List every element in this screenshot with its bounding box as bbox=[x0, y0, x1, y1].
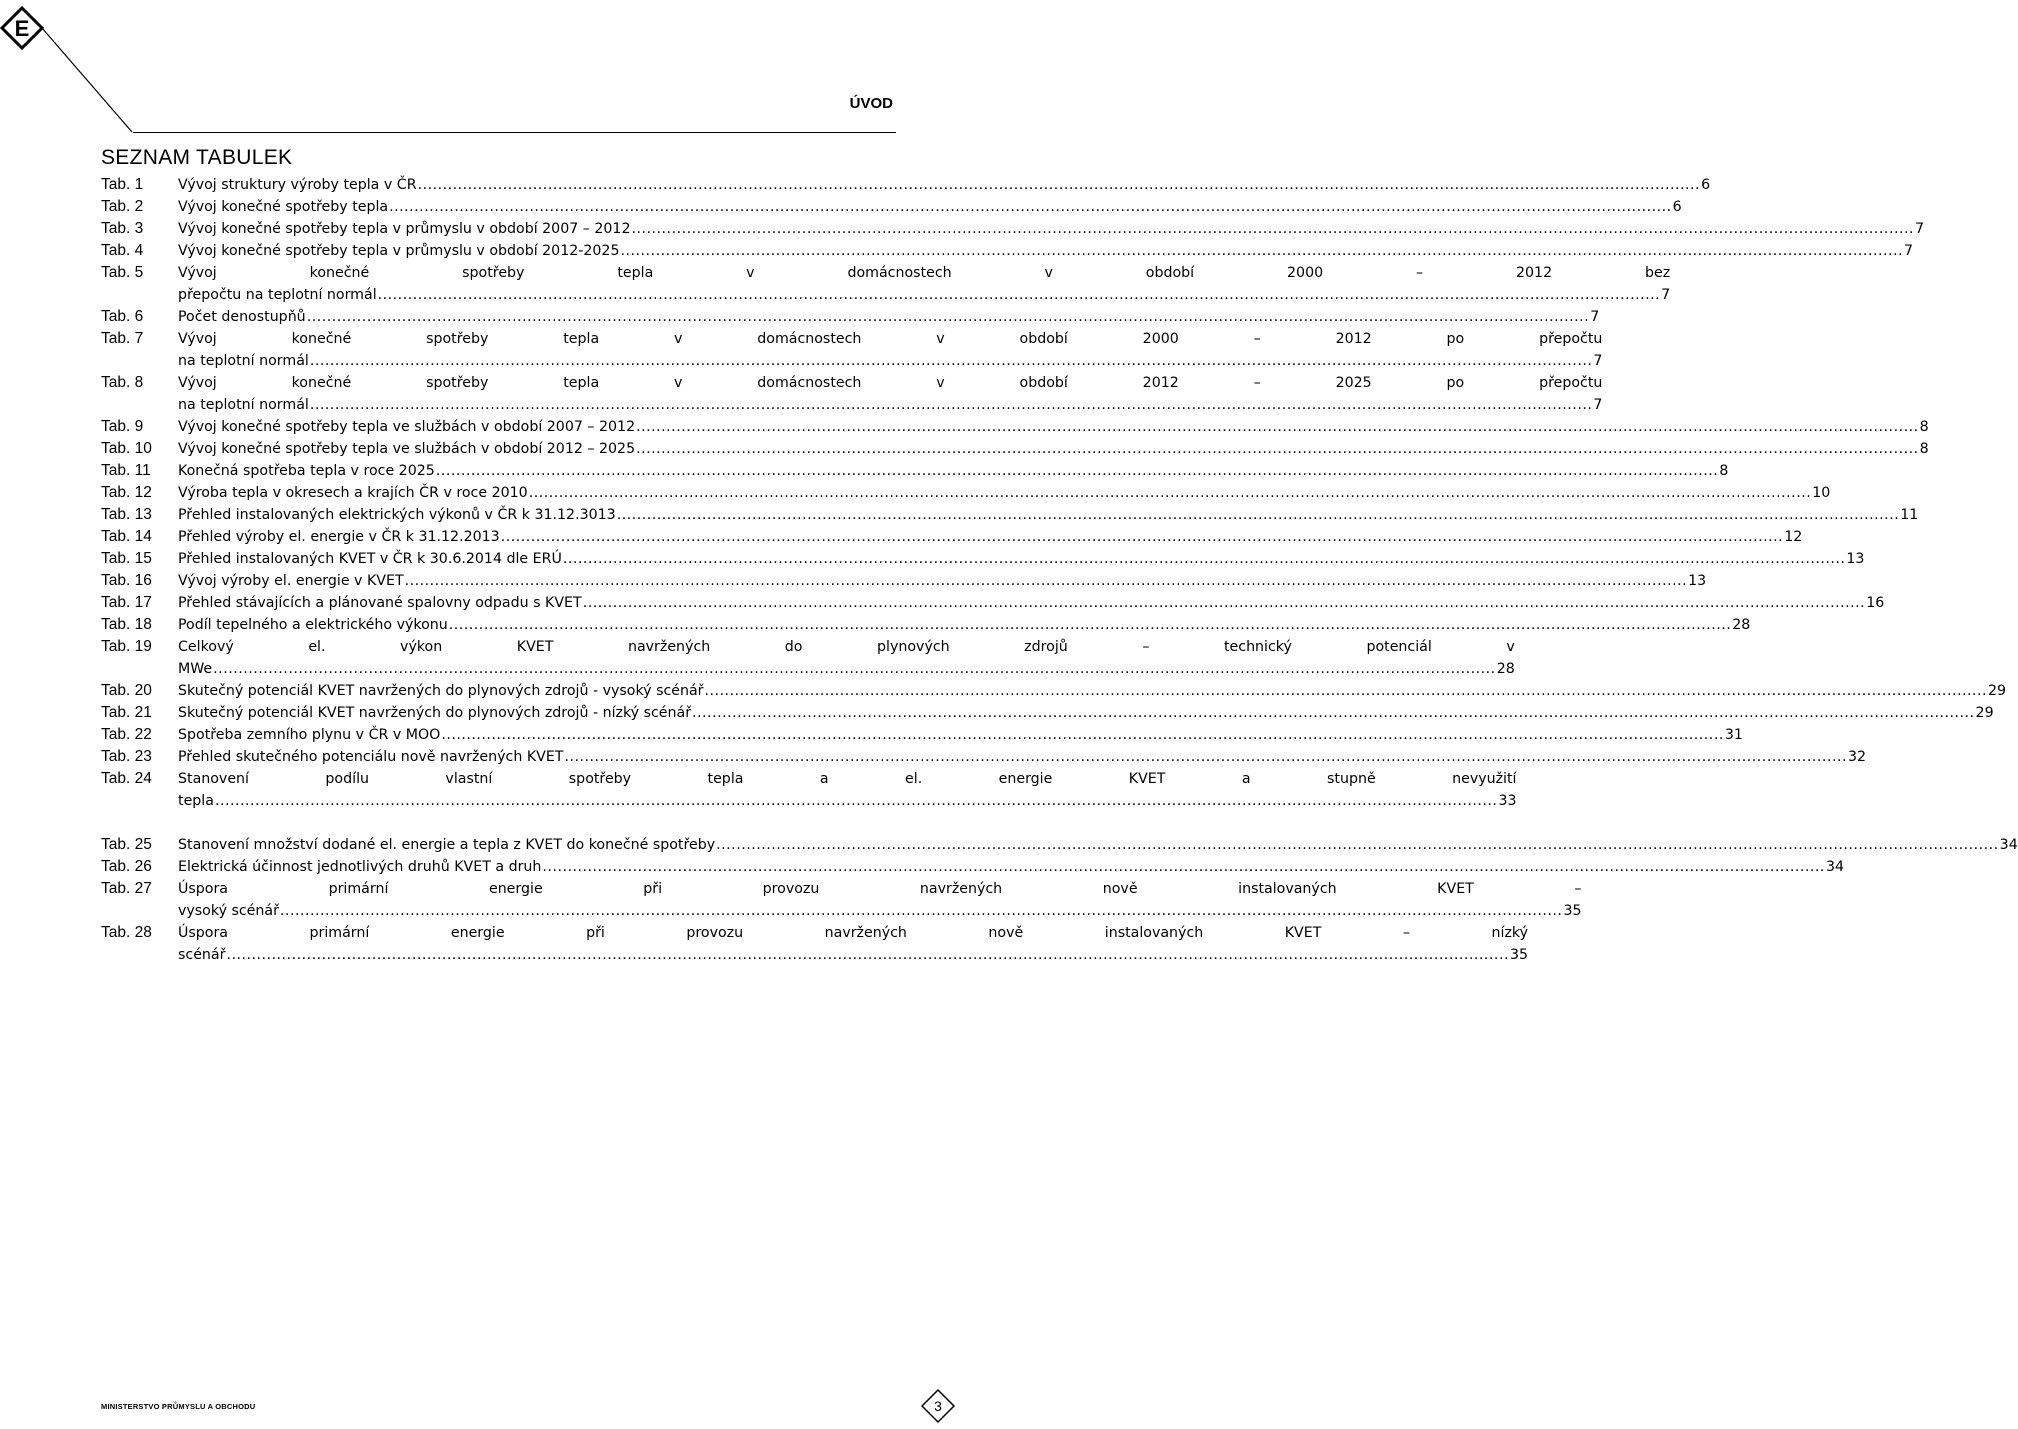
dot-leader bbox=[631, 218, 1914, 240]
toc-entry-title: Stanovení podílu vlastní spotřeby tepla a el. energie KVET a stupně nevyužití bbox=[178, 771, 1517, 787]
table-of-tables bbox=[101, 174, 2018, 966]
toc-entry-number: Tab. 24 bbox=[101, 770, 152, 787]
toc-entry-page: 7 bbox=[1593, 353, 1603, 369]
toc-entry-page: 31 bbox=[1724, 727, 1743, 743]
page-title: SEZNAM TABULEK bbox=[101, 146, 293, 169]
toc-entry-number: Tab. 12 bbox=[101, 484, 152, 501]
toc-entry[interactable] bbox=[101, 482, 1831, 504]
dot-leader bbox=[307, 306, 1590, 328]
toc-entry[interactable] bbox=[101, 636, 1515, 680]
toc-entry-number: Tab. 2 bbox=[101, 198, 144, 215]
toc-entry[interactable] bbox=[101, 922, 1529, 966]
toc-entry[interactable] bbox=[101, 746, 1867, 768]
toc-entry-page: 32 bbox=[1847, 749, 1867, 765]
toc-entry[interactable] bbox=[101, 262, 1671, 306]
toc-entry-title-continuation: scénář bbox=[178, 947, 226, 963]
toc-entry-number: Tab. 28 bbox=[101, 924, 152, 941]
dot-leader bbox=[563, 548, 1846, 570]
header-rule bbox=[133, 132, 896, 133]
toc-entry-number: Tab. 17 bbox=[101, 594, 152, 611]
toc-entry-page: 11 bbox=[1900, 507, 1919, 523]
toc-entry[interactable] bbox=[101, 878, 1582, 922]
page-number: 3 bbox=[934, 1398, 942, 1414]
toc-entry-title: Celkový el. výkon KVET navržených do plynových zdrojů – technický potenciál v bbox=[178, 639, 1515, 655]
toc-entry-title-continuation: přepočtu na teplotní normál bbox=[178, 287, 377, 303]
toc-entry-page: 6 bbox=[1701, 177, 1711, 193]
toc-entry-number: Tab. 16 bbox=[101, 572, 152, 589]
toc-entry[interactable] bbox=[101, 526, 1803, 548]
toc-entry-page: 28 bbox=[1732, 617, 1751, 633]
dot-leader bbox=[621, 240, 1904, 262]
toc-entry[interactable] bbox=[101, 306, 1600, 328]
toc-entry-page: 33 bbox=[1498, 793, 1517, 809]
toc-entry-number: Tab. 15 bbox=[101, 550, 152, 567]
toc-entry-number: Tab. 9 bbox=[101, 418, 144, 435]
toc-entry-page: 7 bbox=[1590, 309, 1600, 325]
toc-entry-title: Přehled instalovaných elektrických výkonů v ČR k 31.12.3013 bbox=[178, 507, 616, 523]
toc-entry-title: Počet denostupňů bbox=[178, 309, 306, 325]
toc-entry[interactable] bbox=[101, 328, 1603, 372]
toc-entry-title: Skutečný potenciál KVET navržených do plynových zdrojů - nízký scénář bbox=[178, 705, 692, 721]
toc-entry[interactable] bbox=[101, 438, 1929, 460]
toc-entry-number: Tab. 20 bbox=[101, 682, 152, 699]
dot-leader bbox=[529, 482, 1812, 504]
toc-entry-title: Stanovení množství dodané el. energie a tepla z KVET do konečné spotřeby bbox=[178, 837, 716, 853]
toc-entry[interactable] bbox=[101, 218, 1925, 240]
dot-leader bbox=[449, 614, 1732, 636]
toc-entry-number: Tab. 7 bbox=[101, 330, 144, 347]
toc-entry-page: 34 bbox=[1999, 837, 2018, 853]
toc-entry-title: Přehled stávajících a plánované spalovny odpadu s KVET bbox=[178, 595, 582, 611]
toc-entry-page: 35 bbox=[1509, 947, 1529, 963]
toc-entry-page: 35 bbox=[1563, 903, 1582, 919]
page-number-badge bbox=[920, 1388, 956, 1424]
toc-entry-page: 29 bbox=[1988, 683, 2007, 699]
toc-entry-number: Tab. 21 bbox=[101, 704, 152, 721]
toc-entry-number: Tab. 5 bbox=[101, 264, 144, 281]
dot-leader bbox=[213, 658, 1496, 680]
toc-entry-page: 12 bbox=[1784, 529, 1803, 545]
toc-entry-number: Tab. 19 bbox=[101, 638, 152, 655]
toc-entry-page: 8 bbox=[1919, 419, 1929, 435]
dot-leader bbox=[310, 394, 1593, 416]
toc-entry[interactable] bbox=[101, 372, 1603, 416]
toc-entry-number: Tab. 26 bbox=[101, 858, 152, 875]
toc-entry[interactable] bbox=[101, 680, 2007, 702]
toc-entry-number: Tab. 11 bbox=[101, 462, 151, 479]
toc-entry[interactable] bbox=[101, 570, 1707, 592]
toc-entry-title: Vývoj konečné spotřeby tepla v domácnostech v období 2000 – 2012 bez bbox=[178, 265, 1671, 281]
toc-entry-number: Tab. 4 bbox=[101, 242, 144, 259]
toc-entry-number: Tab. 23 bbox=[101, 748, 152, 765]
dot-leader bbox=[636, 416, 1919, 438]
toc-entry-page: 16 bbox=[1866, 595, 1885, 611]
toc-entry-number: Tab. 6 bbox=[101, 308, 144, 325]
toc-entry-page: 29 bbox=[1975, 705, 1994, 721]
dot-leader bbox=[215, 790, 1498, 812]
dot-leader bbox=[716, 834, 1999, 856]
toc-entry-title-continuation: tepla bbox=[178, 793, 214, 809]
toc-entry-title-continuation: vysoký scénář bbox=[178, 903, 279, 919]
footer-ministry: MINISTERSTVO PRŮMYSLU A OBCHODU bbox=[101, 1402, 256, 1411]
toc-entry-title: Vývoj konečné spotřeby tepla v průmyslu v období 2007 – 2012 bbox=[178, 221, 631, 237]
logo-diagonal bbox=[42, 28, 132, 132]
dot-leader bbox=[705, 680, 1988, 702]
toc-entry[interactable] bbox=[101, 416, 1929, 438]
toc-entry-page: 10 bbox=[1812, 485, 1831, 501]
toc-entry[interactable] bbox=[101, 460, 1729, 482]
toc-entry[interactable] bbox=[101, 592, 1885, 614]
toc-entry[interactable] bbox=[101, 614, 1751, 636]
dot-leader bbox=[542, 856, 1825, 878]
dot-leader bbox=[636, 438, 1919, 460]
toc-entry-title: Vývoj konečné spotřeby tepla ve službách v období 2007 – 2012 bbox=[178, 419, 636, 435]
toc-entry[interactable] bbox=[101, 196, 1682, 218]
dot-leader bbox=[692, 702, 1975, 724]
toc-entry-title-continuation: na teplotní normál bbox=[178, 353, 309, 369]
toc-entry-title: Elektrická účinnost jednotlivých druhů KVET a druh bbox=[178, 859, 542, 875]
toc-entry-title: Spotřeba zemního plynu v ČR v MOO bbox=[178, 727, 441, 743]
dot-leader bbox=[405, 570, 1688, 592]
toc-entry-title: Vývoj konečné spotřeby tepla v průmyslu v období 2012-2025 bbox=[178, 243, 620, 259]
dot-leader bbox=[389, 196, 1672, 218]
toc-entry-title: Podíl tepelného a elektrického výkonu bbox=[178, 617, 448, 633]
toc-entry-page: 7 bbox=[1915, 221, 1925, 237]
toc-entry-title: Skutečný potenciál KVET navržených do plynových zdrojů - vysoký scénář bbox=[178, 683, 704, 699]
toc-entry-page: 34 bbox=[1825, 859, 1844, 875]
dot-leader bbox=[418, 174, 1701, 196]
toc-entry-title: Přehled instalovaných KVET v ČR k 30.6.2014 dle ERÚ bbox=[178, 551, 562, 567]
toc-entry-title: Úspora primární energie při provozu navržených nově instalovaných KVET – nízký bbox=[178, 925, 1529, 941]
toc-entry[interactable] bbox=[101, 240, 1914, 262]
toc-entry-page: 28 bbox=[1496, 661, 1515, 677]
dot-leader bbox=[583, 592, 1866, 614]
toc-entry-title: Konečná spotřeba tepla v roce 2025 bbox=[178, 463, 435, 479]
toc-entry[interactable] bbox=[101, 548, 1865, 570]
toc-entry-title: Přehled skutečného potenciálu nově navržených KVET bbox=[178, 749, 564, 765]
toc-entry-title-continuation: MWe bbox=[178, 661, 213, 677]
toc-entry-title: Vývoj výroby el. energie v KVET bbox=[178, 573, 404, 589]
toc-entry[interactable] bbox=[101, 724, 1743, 746]
dot-leader bbox=[617, 504, 1900, 526]
dot-leader bbox=[310, 350, 1593, 372]
toc-entry-title: Vývoj konečné spotřeby tepla bbox=[178, 199, 389, 215]
dot-leader bbox=[226, 944, 1509, 966]
toc-entry[interactable] bbox=[101, 504, 1919, 526]
dot-leader bbox=[378, 284, 1661, 306]
toc-entry[interactable] bbox=[101, 834, 2018, 856]
toc-entry-title: Vývoj konečné spotřeby tepla ve službách v období 2012 – 2025 bbox=[178, 441, 636, 457]
toc-entry-number: Tab. 27 bbox=[101, 880, 152, 897]
dot-leader bbox=[280, 900, 1563, 922]
toc-entry-number: Tab. 13 bbox=[101, 506, 152, 523]
toc-entry-number: Tab. 1 bbox=[101, 176, 144, 193]
toc-entry-page: 8 bbox=[1719, 463, 1729, 479]
toc-entry-title: Vývoj konečné spotřeby tepla v domácnostech v období 2000 – 2012 po přepočtu bbox=[178, 331, 1603, 347]
dot-leader bbox=[564, 746, 1847, 768]
toc-entry-page: 6 bbox=[1672, 199, 1682, 215]
toc-entry-title: Vývoj konečné spotřeby tepla v domácnostech v období 2012 – 2025 po přepočtu bbox=[178, 375, 1603, 391]
toc-entry-number: Tab. 22 bbox=[101, 726, 152, 743]
toc-entry[interactable] bbox=[101, 174, 1711, 196]
toc-entry-page: 13 bbox=[1846, 551, 1865, 567]
toc-entry-title: Přehled výroby el. energie v ČR k 31.12.2013 bbox=[178, 529, 500, 545]
toc-entry-number: Tab. 8 bbox=[101, 374, 144, 391]
toc-entry-number: Tab. 3 bbox=[101, 220, 144, 237]
toc-entry-number: Tab. 25 bbox=[101, 836, 152, 853]
section-label: ÚVOD bbox=[849, 95, 893, 112]
toc-entry-page: 13 bbox=[1688, 573, 1707, 589]
logo-letter: E bbox=[14, 16, 30, 41]
toc-entry-title: Úspora primární energie při provozu navržených nově instalovaných KVET – bbox=[178, 881, 1582, 897]
toc-entry-page: 7 bbox=[1661, 287, 1671, 303]
ministry-logo bbox=[0, 0, 140, 140]
dot-leader bbox=[441, 724, 1724, 746]
toc-entry-page: 8 bbox=[1919, 441, 1929, 457]
toc-entry-title-continuation: na teplotní normál bbox=[178, 397, 309, 413]
toc-entry-number: Tab. 18 bbox=[101, 616, 152, 633]
toc-entry-page: 7 bbox=[1593, 397, 1603, 413]
toc-entry-title: Vývoj struktury výroby tepla v ČR bbox=[178, 177, 417, 193]
toc-entry-number: Tab. 14 bbox=[101, 528, 152, 545]
toc-entry-page: 7 bbox=[1904, 243, 1914, 259]
toc-entry[interactable] bbox=[101, 856, 1844, 878]
toc-entry-title: Výroba tepla v okresech a krajích ČR v roce 2010 bbox=[178, 485, 528, 501]
toc-entry[interactable] bbox=[101, 768, 1517, 812]
dot-leader bbox=[501, 526, 1784, 548]
dot-leader bbox=[436, 460, 1719, 482]
toc-entry-number: Tab. 10 bbox=[101, 440, 152, 457]
toc-entry[interactable] bbox=[101, 702, 1994, 724]
